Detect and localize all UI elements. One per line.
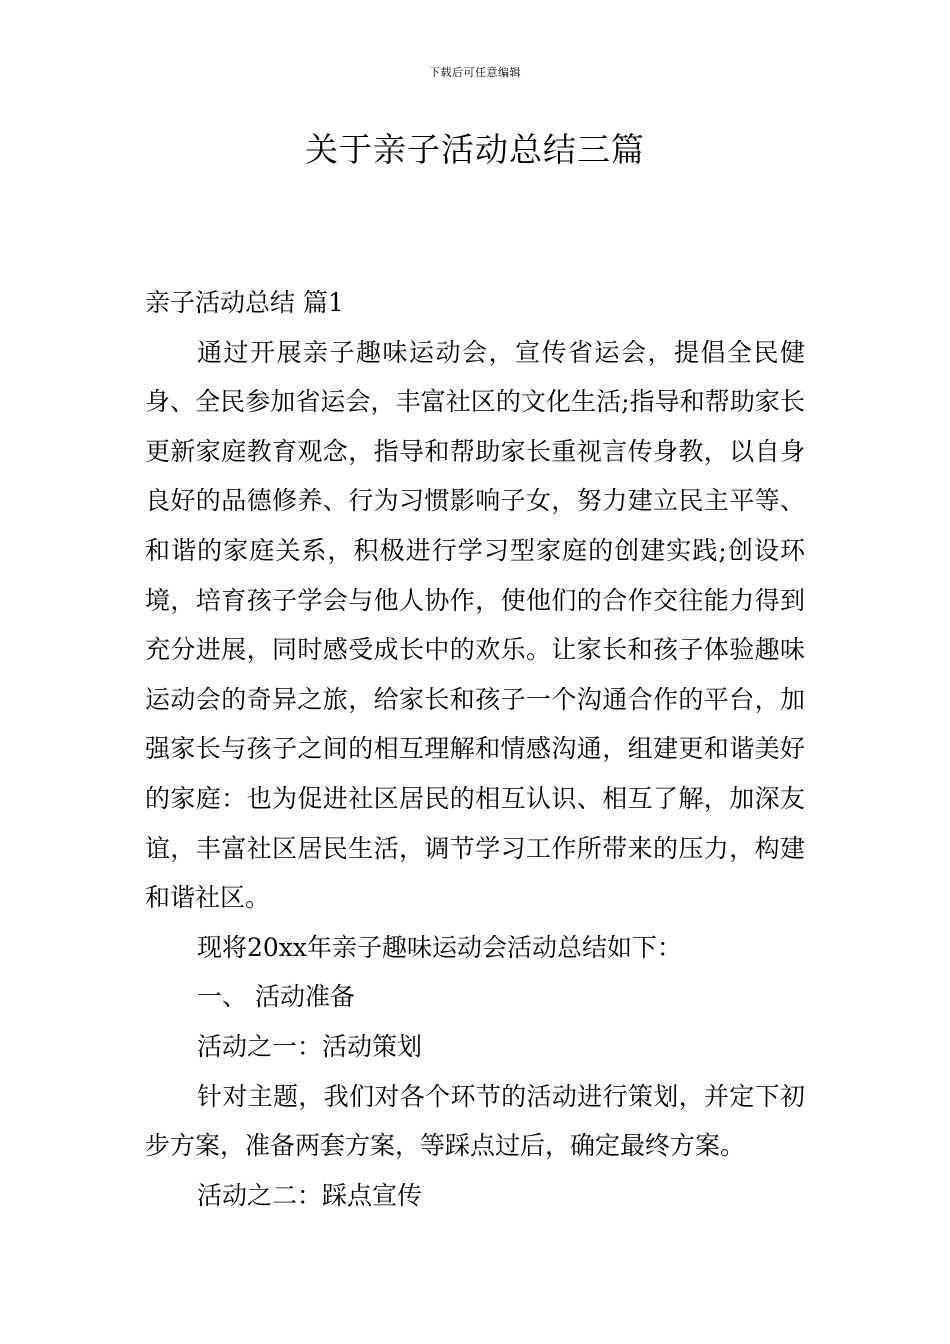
document-title: 关于亲子活动总结三篇 bbox=[305, 130, 645, 169]
paragraph-activity-planning: 针对主题，我们对各个环节的活动进行策划，并定下初步方案，准备两套方案，等踩点过后，确定最终方案。 bbox=[145, 1081, 805, 1161]
document-body bbox=[145, 278, 805, 1220]
section-heading: 亲子活动总结 篇1 bbox=[145, 288, 344, 317]
paragraph-summary-lead: 现将20xx年亲子趣味运动会活动总结如下： bbox=[197, 932, 683, 962]
heading-activity-two: 活动之二：踩点宣传 bbox=[197, 1180, 423, 1210]
paragraph-intro: 通过开展亲子趣味运动会，宣传省运会，提倡全民健身、全民参加省运会，丰富社区的文化生活;指导和帮助家长更新家庭教育观念，指导和帮助家长重视言传身教，以自身良好的品德修养、行为习惯影响子女，努力建立民主平等、和谐的家庭关系，积极进行学习型家庭的创建实践;创设环境，培育孩子学会与他人协作，使他们的合作交往能力得到充分进展，同时感受成长中的欢乐。让家长和孩子体验趣味运动会的奇异之旅，给家长和孩子一个沟通合作的平台，加强家长与孩子之间的相互理解和情感沟通，组建更和谐美好的家庭：也为促进社区居民的相互认识、相互了解，加深友谊，丰富社区居民生活，调节学习工作所带来的压力，构建和谐社区。 bbox=[145, 337, 805, 913]
heading-activity-one: 活动之一：活动策划 bbox=[197, 1031, 423, 1061]
header-note: 下载后可任意编辑 bbox=[429, 66, 521, 79]
heading-activity-preparation: 一、 活动准备 bbox=[197, 982, 355, 1012]
